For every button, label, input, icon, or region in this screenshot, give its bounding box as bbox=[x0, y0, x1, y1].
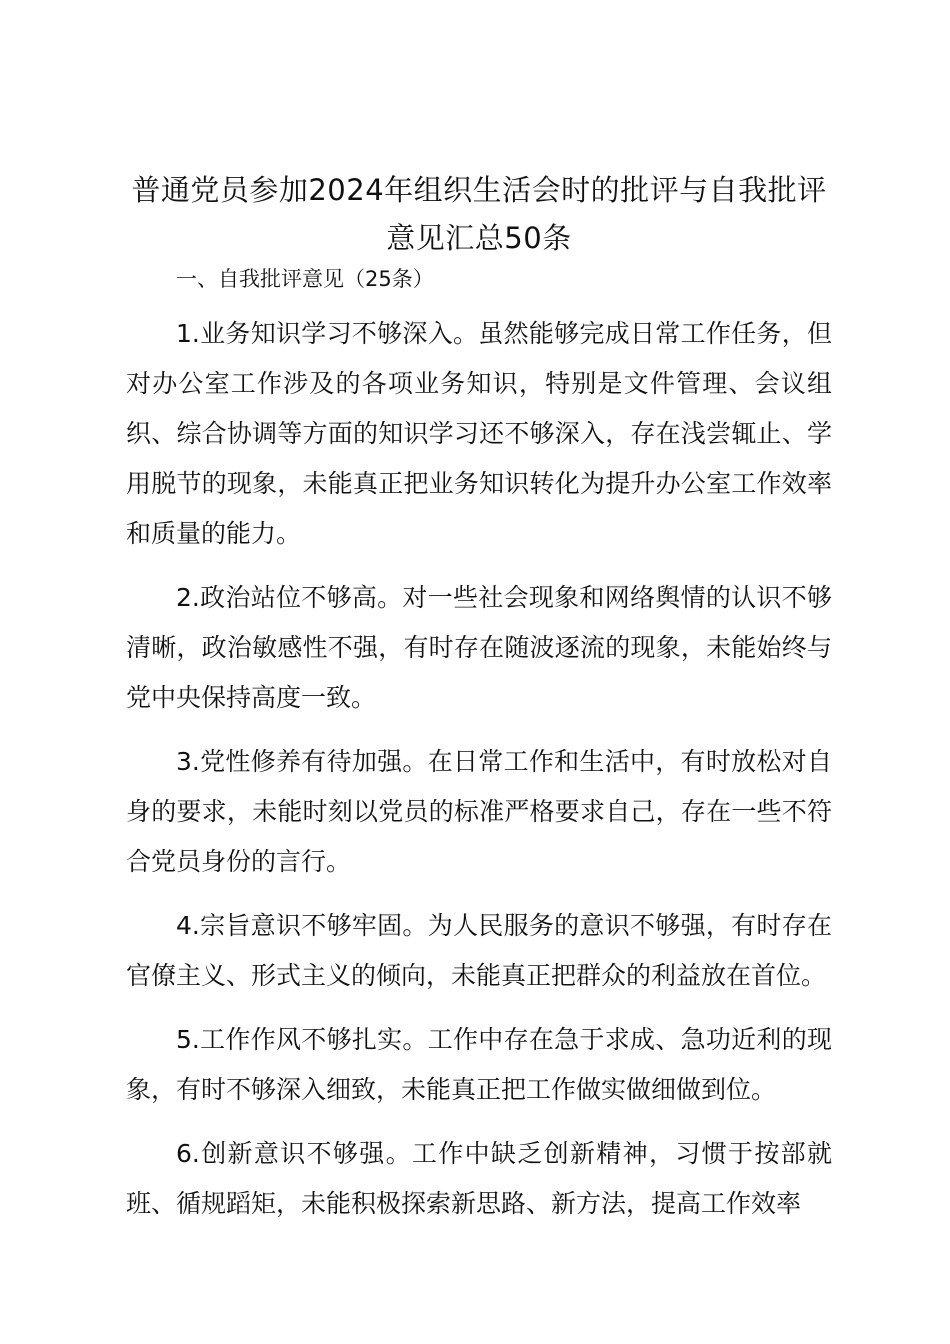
paragraph-item-4: 4.宗旨意识不够牢固。为人民服务的意识不够强，有时存在官僚主义、形式主义的倾向，未能真正把群众的利益放在首位。 bbox=[126, 911, 832, 990]
document-title bbox=[126, 166, 832, 262]
paragraph-item-1: 1.业务知识学习不够深入。虽然能够完成日常工作任务，但对办公室工作涉及的各项业务知识，特别是文件管理、会议组织、综合协调等方面的知识学习还不够深入，存在浅尝辄止、学用脱节的现象，未能真正把业务知识转化为提升办公室工作效率和质量的能力。 bbox=[126, 319, 832, 548]
section-heading: 一、自我批评意见（25条） bbox=[176, 267, 434, 291]
paragraph-item-6: 6.创新意识不够强。工作中缺乏创新精神，习惯于按部就班、循规蹈矩，未能积极探索新思路、新方法，提高工作效率 bbox=[126, 1139, 832, 1218]
paragraph-item-5: 5.工作作风不够扎实。工作中存在急于求成、急功近利的现象，有时不够深入细致，未能真正把工作做实做细做到位。 bbox=[126, 1025, 832, 1104]
paragraph-item-2: 2.政治站位不够高。对一些社会现象和网络舆情的认识不够清晰，政治敏感性不强，有时存在随波逐流的现象，未能始终与党中央保持高度一致。 bbox=[126, 583, 832, 712]
document-body bbox=[126, 166, 832, 1229]
paragraph-item-3: 3.党性修养有待加强。在日常工作和生活中，有时放松对自身的要求，未能时刻以党员的标准严格要求自己，存在一些不符合党员身份的言行。 bbox=[126, 747, 832, 876]
document-title-line-2: 意见汇总50条 bbox=[386, 221, 572, 255]
document-title-line-1: 普通党员参加2024年组织生活会时的批评与自我批评 bbox=[131, 173, 827, 207]
